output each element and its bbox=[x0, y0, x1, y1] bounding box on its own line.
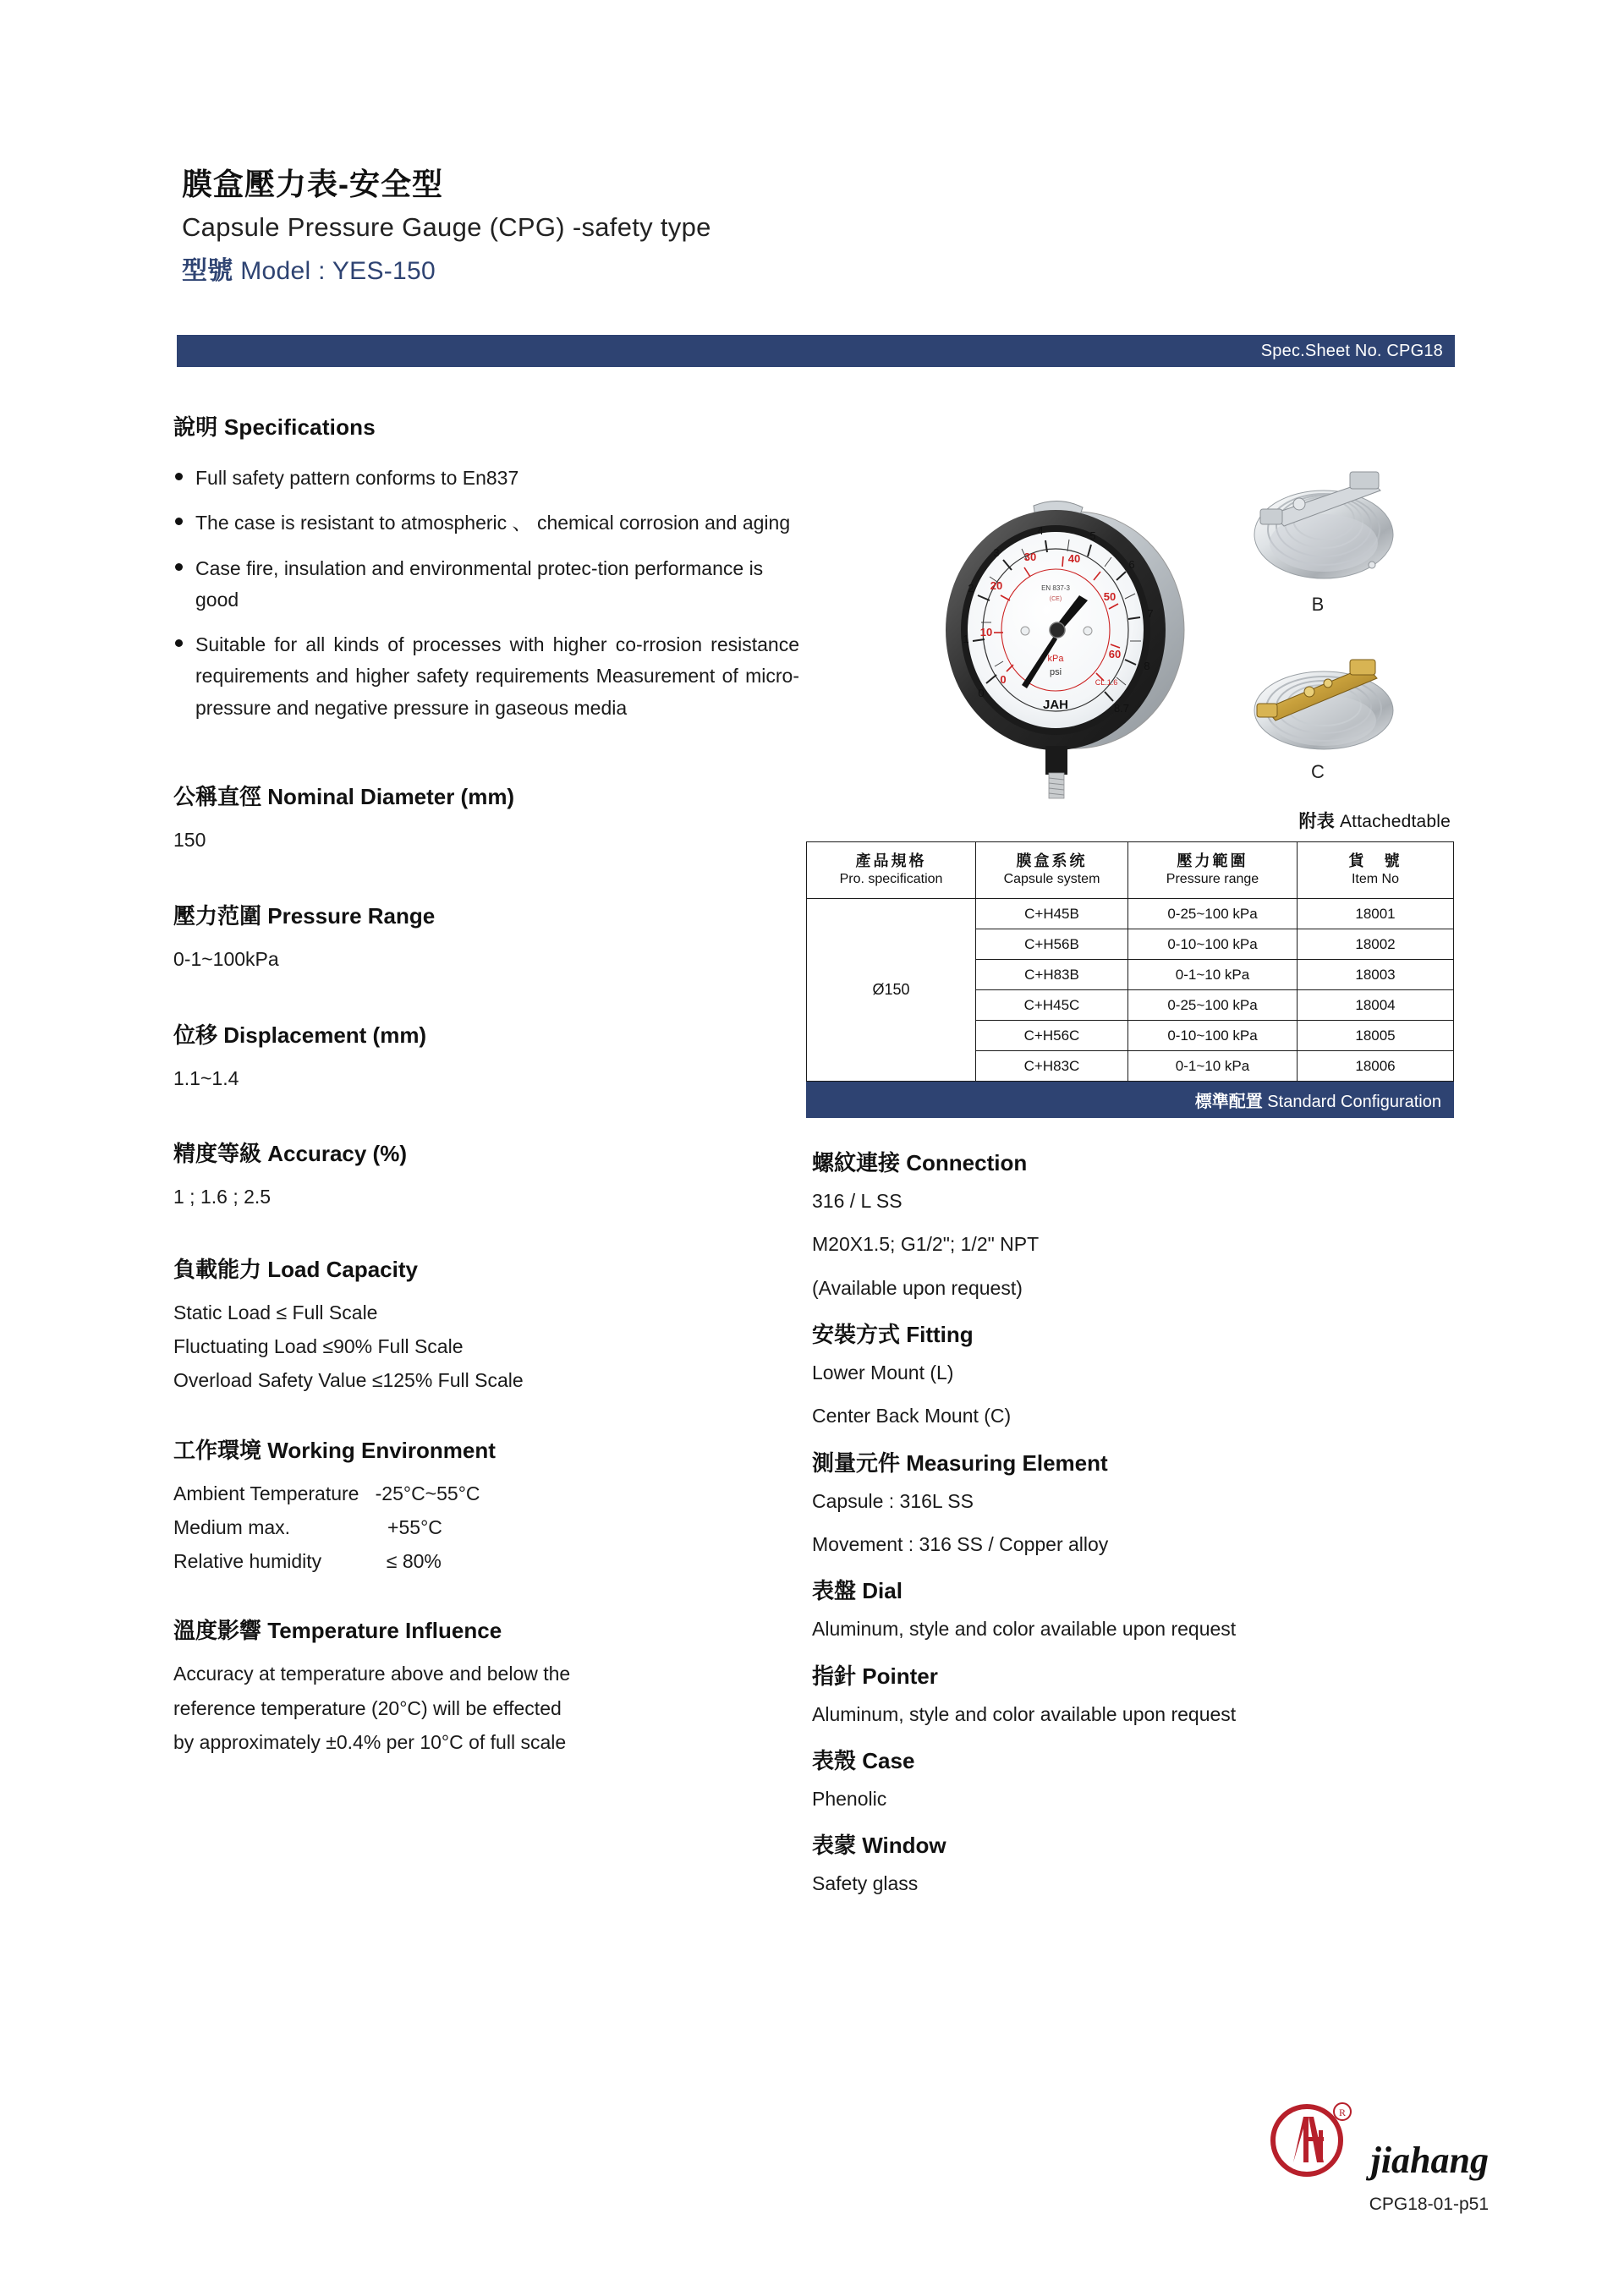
column-header-pro-specification bbox=[807, 842, 976, 899]
section-heading-cn: 位移 bbox=[173, 1022, 218, 1049]
svg-text:50: 50 bbox=[1103, 590, 1116, 603]
section-heading bbox=[173, 1252, 799, 1284]
cell-capsule: C+H45C bbox=[976, 990, 1128, 1021]
bullet-dot-icon bbox=[175, 473, 183, 480]
dial-class-text: CL.1.6 bbox=[1095, 678, 1118, 687]
svg-text:60: 60 bbox=[1108, 648, 1122, 660]
cell-item: 18006 bbox=[1298, 1051, 1454, 1082]
column-header-capsule-system bbox=[976, 842, 1128, 899]
section-heading-en: Working Environment bbox=[267, 1437, 496, 1463]
section-heading bbox=[173, 899, 799, 930]
bullet-dot-icon bbox=[175, 639, 183, 647]
section-value: Lower Mount (L) bbox=[812, 1362, 954, 1384]
section-heading-cn: 表盤 bbox=[812, 1578, 857, 1604]
product-image-area bbox=[846, 457, 1455, 812]
section-value: Aluminum, style and color available upon request bbox=[812, 1618, 1237, 1641]
attached-table bbox=[806, 841, 1454, 1118]
section-value: Medium max. +55°C bbox=[173, 1515, 442, 1538]
dial-brand-text: JAH bbox=[1042, 698, 1069, 712]
section-heading-en: Connection bbox=[906, 1150, 1028, 1175]
cell-range: 0-25~100 kPa bbox=[1128, 899, 1298, 929]
section-load-capacity bbox=[173, 1252, 799, 1398]
capsule-b-illustration bbox=[1243, 465, 1404, 592]
svg-text:40: 40 bbox=[1067, 552, 1081, 565]
attached-table-caption bbox=[1299, 808, 1451, 833]
cell-range: 0-10~100 kPa bbox=[1128, 929, 1298, 960]
section-heading-en: Window bbox=[862, 1833, 946, 1859]
cell-range: 0-1~10 kPa bbox=[1128, 1051, 1298, 1082]
svg-text:8: 8 bbox=[1144, 660, 1150, 672]
capsule-c-illustration bbox=[1243, 649, 1404, 759]
section-value: by approximately ±0.4% per 10°C of full scale bbox=[173, 1730, 567, 1753]
section-heading-en: Load Capacity bbox=[267, 1256, 418, 1282]
column-header-pressure-range bbox=[1128, 842, 1298, 899]
section-heading bbox=[812, 1744, 1455, 1775]
model-line bbox=[182, 256, 1451, 287]
section-heading bbox=[173, 1137, 799, 1168]
specifications-heading bbox=[173, 410, 799, 441]
svg-text:0: 0 bbox=[1000, 673, 1007, 686]
svg-text:5: 5 bbox=[1089, 529, 1096, 542]
jiahang-logo-icon bbox=[1265, 2091, 1359, 2186]
dial-unit-kpa: kPa bbox=[1047, 654, 1064, 664]
capsule-c-photo bbox=[1243, 649, 1404, 782]
section-heading bbox=[173, 1433, 799, 1465]
section-heading-en: Measuring Element bbox=[906, 1449, 1108, 1476]
list-item bbox=[173, 463, 799, 494]
column-header-cn: 壓力範圍 bbox=[1177, 852, 1248, 870]
left-column bbox=[173, 410, 799, 1759]
svg-text:0: 0 bbox=[978, 687, 985, 699]
cell-item: 18002 bbox=[1298, 929, 1454, 960]
document-code: CPG18-01-p51 bbox=[1369, 2195, 1489, 2214]
svg-text:3: 3 bbox=[993, 546, 1000, 559]
svg-text:1: 1 bbox=[963, 633, 969, 645]
svg-text:2: 2 bbox=[968, 582, 974, 595]
list-item-text: Case fire, insulation and environmental protec-tion performance is good bbox=[195, 556, 764, 611]
section-value: Aluminum, style and color available upon request bbox=[812, 1702, 1237, 1725]
section-value: Fluctuating Load ≤90% Full Scale bbox=[173, 1335, 464, 1357]
section-value: Static Load ≤ Full Scale bbox=[173, 1301, 378, 1323]
cell-capsule: C+H83C bbox=[976, 1051, 1128, 1082]
spec-sheet-bar bbox=[177, 335, 1455, 367]
specifications-heading-cn: 說明 bbox=[173, 414, 218, 440]
svg-text:6: 6 bbox=[1128, 558, 1135, 571]
standard-configuration-en: Standard Configuration bbox=[1267, 1092, 1441, 1111]
section-connection bbox=[812, 1146, 1455, 1302]
cell-capsule: C+H56C bbox=[976, 1021, 1128, 1051]
section-value: Phenolic bbox=[812, 1788, 887, 1811]
gauge-photo bbox=[922, 482, 1210, 825]
section-measuring-element bbox=[812, 1446, 1455, 1559]
brand-name: jiahang bbox=[1370, 2140, 1489, 2181]
section-value: Capsule : 316L SS bbox=[812, 1489, 974, 1512]
capsule-c-label: C bbox=[1311, 761, 1325, 782]
section-heading-cn: 安裝方式 bbox=[812, 1322, 901, 1348]
section-heading-cn: 表殼 bbox=[812, 1748, 857, 1774]
attached-table-caption-en: Attachedtable bbox=[1339, 812, 1451, 831]
section-accuracy bbox=[173, 1137, 799, 1214]
list-item bbox=[173, 629, 799, 724]
column-header-item-no bbox=[1298, 842, 1454, 899]
svg-text:20: 20 bbox=[990, 579, 1003, 592]
section-heading-en: Dial bbox=[862, 1578, 903, 1604]
section-nominal-diameter bbox=[173, 780, 799, 857]
right-column bbox=[812, 1146, 1455, 1914]
dial-unit-psi: psi bbox=[1049, 667, 1062, 677]
table-row bbox=[807, 899, 1454, 929]
column-header-en: Pressure range bbox=[1166, 871, 1259, 886]
standard-configuration-cell bbox=[807, 1082, 1454, 1118]
section-heading bbox=[812, 1446, 1455, 1477]
bullet-dot-icon bbox=[175, 563, 183, 571]
section-heading-en: Pressure Range bbox=[267, 903, 436, 929]
svg-text:R: R bbox=[1338, 2107, 1346, 2118]
section-heading-cn: 溫度影響 bbox=[173, 1618, 262, 1644]
logo-mark bbox=[1265, 2091, 1359, 2186]
svg-text:30: 30 bbox=[1023, 551, 1037, 563]
cell-item: 18004 bbox=[1298, 990, 1454, 1021]
page-title-cn: 膜盒壓力表-安全型 bbox=[182, 167, 443, 201]
section-heading-cn: 負載能力 bbox=[173, 1256, 262, 1282]
section-fitting bbox=[812, 1318, 1455, 1431]
section-heading-en: Pointer bbox=[862, 1663, 938, 1689]
section-window bbox=[812, 1828, 1455, 1898]
section-value: Overload Safety Value ≤125% Full Scale bbox=[173, 1369, 524, 1392]
section-heading-en: Fitting bbox=[906, 1322, 974, 1348]
section-pointer bbox=[812, 1659, 1455, 1729]
section-heading bbox=[812, 1574, 1455, 1605]
column-header-cn: 產品規格 bbox=[855, 852, 927, 870]
section-value: reference temperature (20°C) will be effected bbox=[173, 1696, 562, 1719]
list-item-text: The case is resistant to atmospheric 、 chemical corrosion and aging bbox=[195, 512, 791, 534]
section-pressure-range bbox=[173, 899, 799, 976]
list-item bbox=[173, 553, 799, 616]
section-dial bbox=[812, 1574, 1455, 1643]
section-value: Accuracy at temperature above and below the bbox=[173, 1663, 571, 1685]
section-heading-cn: 指針 bbox=[812, 1663, 857, 1689]
section-temperature-influence bbox=[173, 1614, 799, 1759]
section-heading bbox=[812, 1828, 1455, 1860]
document-header bbox=[182, 165, 1451, 287]
standard-configuration-cn: 標準配置 bbox=[1194, 1092, 1263, 1111]
section-value: 0-1~100kPa bbox=[173, 948, 279, 970]
page-title-en: Capsule Pressure Gauge (CPG) -safety type bbox=[182, 212, 711, 242]
section-case bbox=[812, 1744, 1455, 1813]
column-header-cn: 貨 號 bbox=[1348, 852, 1402, 870]
attached-table-caption-cn: 附表 bbox=[1298, 812, 1335, 831]
section-heading bbox=[173, 780, 799, 811]
section-value: 1 ; 1.6 ; 2.5 bbox=[173, 1185, 272, 1208]
section-heading-cn: 工作環境 bbox=[173, 1437, 262, 1463]
cell-item: 18005 bbox=[1298, 1021, 1454, 1051]
cell-item: 18003 bbox=[1298, 960, 1454, 990]
specifications-bullet-list bbox=[173, 463, 799, 724]
section-value: 1.1~1.4 bbox=[173, 1067, 239, 1090]
list-item bbox=[173, 507, 799, 539]
spec-sheet-no: Spec.Sheet No. CPG18 bbox=[1260, 341, 1443, 360]
cell-item: 18001 bbox=[1298, 899, 1454, 929]
cell-diameter: Ø150 bbox=[807, 899, 976, 1082]
model-label-cn: 型號 bbox=[182, 256, 233, 285]
section-heading-cn: 精度等級 bbox=[173, 1140, 262, 1166]
cell-capsule: C+H56B bbox=[976, 929, 1128, 960]
capsule-b-label: B bbox=[1311, 594, 1325, 615]
section-heading-cn: 公稱直徑 bbox=[173, 783, 262, 809]
section-heading-cn: 螺紋連接 bbox=[812, 1150, 901, 1175]
section-heading-en: Displacement (mm) bbox=[223, 1022, 427, 1049]
section-value: Movement : 316 SS / Copper alloy bbox=[812, 1533, 1109, 1556]
cell-range: 0-1~10 kPa bbox=[1128, 960, 1298, 990]
dial-standard-text: EN 837-3 bbox=[1041, 584, 1070, 592]
section-heading-en: Case bbox=[862, 1748, 915, 1774]
section-value: 316 / L SS bbox=[812, 1190, 903, 1212]
section-heading-en: Nominal Diameter (mm) bbox=[267, 783, 515, 809]
svg-text:7: 7 bbox=[1147, 607, 1154, 620]
cell-capsule: C+H45B bbox=[976, 899, 1128, 929]
section-heading bbox=[812, 1146, 1455, 1177]
cell-range: 0-25~100 kPa bbox=[1128, 990, 1298, 1021]
column-header-en: Capsule system bbox=[1003, 871, 1100, 886]
specifications-heading-en: Specifications bbox=[223, 414, 376, 440]
section-heading bbox=[173, 1614, 799, 1645]
section-heading-cn: 測量元件 bbox=[812, 1449, 901, 1476]
section-heading bbox=[812, 1318, 1455, 1349]
section-value: Relative humidity ≤ 80% bbox=[173, 1550, 442, 1572]
section-value: (Available upon request) bbox=[812, 1276, 1023, 1299]
list-item-text: Full safety pattern conforms to En837 bbox=[195, 467, 519, 489]
section-value: Center Back Mount (C) bbox=[812, 1405, 1012, 1427]
section-heading bbox=[812, 1659, 1455, 1690]
svg-text:10: 10 bbox=[979, 626, 993, 638]
list-item-text: Suitable for all kinds of processes with higher co-rrosion resistance requirements and higher safety requirements Measurement of micro-pressure and negative pressure in gaseous media bbox=[195, 633, 799, 719]
section-heading-cn: 壓力范圍 bbox=[173, 903, 262, 929]
cell-capsule: C+H83B bbox=[976, 960, 1128, 990]
cell-range: 0-10~100 kPa bbox=[1128, 1021, 1298, 1051]
capsule-b-photo bbox=[1243, 465, 1404, 615]
bullet-dot-icon bbox=[175, 518, 183, 525]
section-value: Safety glass bbox=[812, 1872, 919, 1895]
svg-text:4: 4 bbox=[1037, 524, 1044, 537]
section-heading-en: Accuracy (%) bbox=[267, 1140, 407, 1166]
svg-text:(CE): (CE) bbox=[1049, 596, 1062, 602]
column-header-en: Pro. specification bbox=[839, 871, 943, 886]
footer-branding bbox=[1265, 2091, 1489, 2186]
column-header-en: Item No bbox=[1351, 871, 1399, 886]
column-header-cn: 膜盒系统 bbox=[1016, 852, 1088, 870]
gauge-illustration bbox=[922, 482, 1210, 820]
svg-text:8.7: 8.7 bbox=[1113, 702, 1130, 715]
section-heading-en: Temperature Influence bbox=[267, 1618, 502, 1644]
table-header-row bbox=[807, 842, 1454, 899]
section-displacement bbox=[173, 1018, 799, 1095]
section-working-environment bbox=[173, 1433, 799, 1579]
model-label-en: Model : YES-150 bbox=[240, 256, 436, 285]
section-value: M20X1.5; G1/2"; 1/2" NPT bbox=[812, 1233, 1040, 1256]
table-footer-row bbox=[807, 1082, 1454, 1118]
section-value: Ambient Temperature -25°C~55°C bbox=[173, 1482, 480, 1504]
section-heading-cn: 表蒙 bbox=[812, 1833, 857, 1859]
section-value: 150 bbox=[173, 828, 206, 851]
section-heading bbox=[173, 1018, 799, 1049]
